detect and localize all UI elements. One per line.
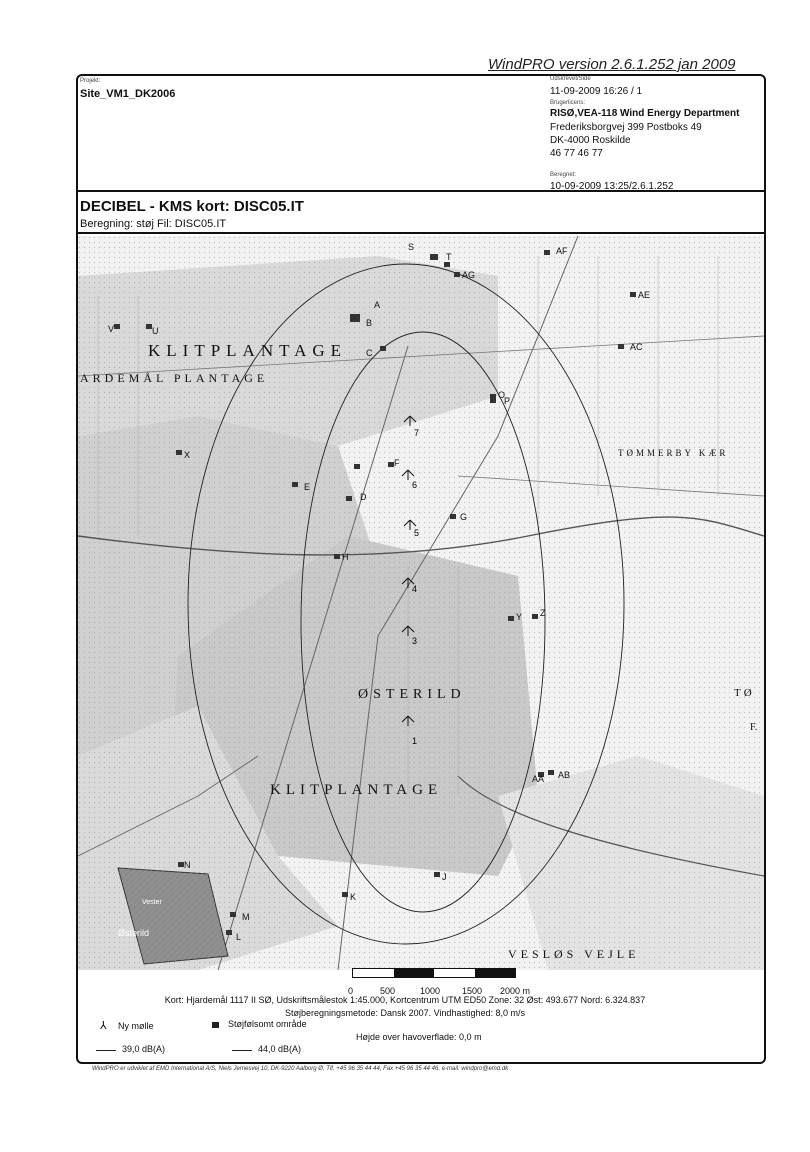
turbine-label: 6 (412, 480, 418, 490)
map-info: Kort: Hjardemål 1117 II SØ, Udskriftsmålestok 1:45.000, Kortcentrum UTM ED50 Zone: 32 Øst: 493.677 Nord: 6.324.837 (164, 995, 646, 1005)
legend-iso2: 44,0 dB(A) (258, 1044, 302, 1054)
point-label: G (460, 512, 468, 522)
point-label: C (366, 348, 373, 358)
point-label: L (236, 932, 242, 942)
scale-label: 0 (348, 986, 354, 996)
printed-value: 11-09-2009 16:26 / 1 (550, 86, 643, 97)
place-ardemal: ARDEMÅL PLANTAGE (80, 371, 269, 385)
user-address-1: Frederiksborgvej 399 Postboks 49 (550, 122, 702, 133)
legend-sensitive: Støjfølsomt område (228, 1019, 307, 1029)
version-label: WindPRO version 2.6.1.252 jan 2009 (488, 56, 736, 73)
point-label: O (498, 390, 506, 400)
point-label: AA (532, 774, 545, 784)
point-label: AE (638, 290, 651, 300)
scale-label: 500 (380, 986, 396, 996)
point-label: M (242, 912, 250, 922)
point-label: AB (558, 770, 571, 780)
point-label: AC (630, 342, 643, 352)
legend-iso1: 39,0 dB(A) (122, 1044, 166, 1054)
point-label: S (408, 242, 415, 252)
scale-label: 1000 (420, 986, 441, 996)
turbine-label: 1 (412, 736, 418, 746)
place-vester: Vester (142, 899, 162, 906)
place-klitplantage-north: KLITPLANTAGE (148, 341, 348, 360)
point-label: J (442, 872, 447, 882)
point-label: X (184, 450, 191, 460)
turbine-label: 4 (412, 584, 418, 594)
project-name: Site_VM1_DK2006 (80, 88, 176, 100)
point-label: V (108, 324, 115, 334)
iso1-line-icon (96, 1050, 116, 1051)
point-label: Z (540, 608, 546, 618)
iso2-line-icon (232, 1050, 252, 1051)
method-info: Støjberegningsmetode: Dansk 2007. Vindhastighed: 8,0 m/s (285, 1008, 525, 1018)
place-osterild: ØSTERILD (358, 687, 466, 702)
point-label: AG (462, 270, 476, 280)
scale-bar (352, 968, 516, 978)
sensitive-area-icon (212, 1022, 219, 1028)
point-label: F (394, 458, 400, 468)
turbine-label: 5 (414, 528, 420, 538)
calc-value: 10-09-2009 13:25/2.6.1.252 (550, 181, 674, 192)
legend-height: Højde over havoverflade: 0,0 m (356, 1032, 482, 1042)
title-divider (76, 232, 766, 234)
place-tommerby-kaer: TØMMERBY KÆR (618, 448, 729, 458)
header-box (76, 74, 766, 192)
point-label: H (342, 552, 349, 562)
scale-label: 1500 (462, 986, 483, 996)
place-osterild-small: Østerild (118, 928, 150, 938)
calc-label: Beregnet: (550, 172, 577, 178)
point-label: T (446, 252, 452, 262)
place-klitplantage-south: KLITPLANTAGE (270, 782, 443, 798)
scale-label: 2000 m (500, 986, 531, 996)
user-phone: 46 77 46 77 (550, 148, 603, 159)
place-f: F. (750, 722, 758, 733)
place-veslos-vejle: VESLØS VEJLE (508, 947, 640, 961)
turbine-legend-icon: ⅄ (100, 1020, 107, 1032)
point-label: K (350, 892, 357, 902)
legend-new-turbine: Ny mølle (118, 1021, 154, 1031)
point-label: U (152, 326, 159, 336)
point-label: E (304, 482, 311, 492)
printed-label: Udskrevet/Side (550, 76, 591, 82)
point-label: A (374, 300, 381, 310)
turbine-label: 3 (412, 636, 418, 646)
footer: WindPRO er udviklet af EMD International A/S, Niels Jernesvej 10, DK-9220 Aalborg Ø, Tlf. +45 96 35 44 44, Fax +45 96 35 44 46, e-mail: windpro@emd.dk (92, 1066, 509, 1072)
report-title: DECIBEL - KMS kort: DISC05.IT (80, 198, 304, 215)
user-label: Brugerlicens: (550, 100, 586, 106)
point-label: D (360, 492, 367, 502)
point-label: Y (516, 612, 523, 622)
report-subtitle: Beregning: støj Fil: DISC05.IT (80, 218, 227, 230)
user-address-2: DK-4000 Roskilde (550, 135, 631, 146)
point-label: AF (556, 246, 568, 256)
project-label: Projekt: (80, 78, 101, 84)
noise-map (78, 236, 764, 970)
point-label: N (184, 860, 191, 870)
user-org: RISØ,VEA-118 Wind Energy Department (550, 108, 740, 119)
point-label: P (504, 396, 511, 406)
turbine-label: 7 (414, 428, 420, 438)
point-label: B (366, 318, 373, 328)
place-to: TØ (734, 687, 755, 699)
